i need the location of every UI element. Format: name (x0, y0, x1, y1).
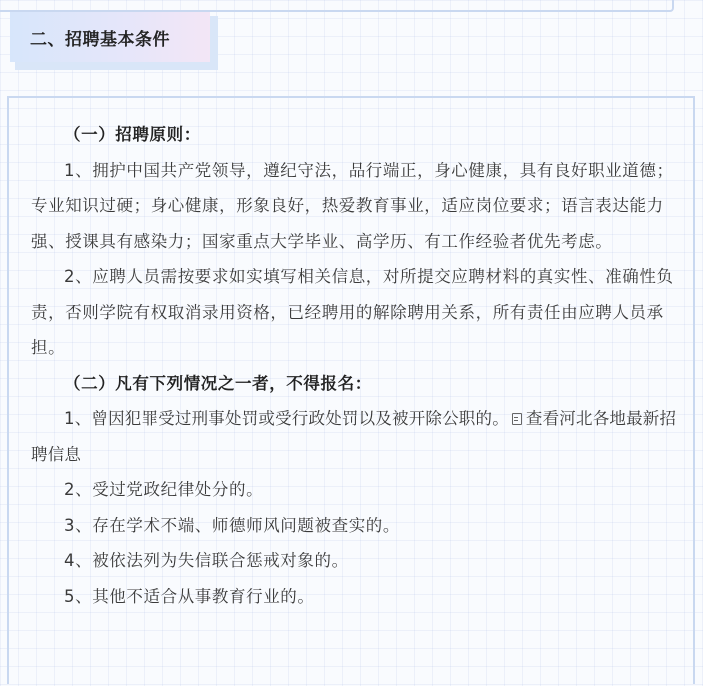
exclusions-item-2: 2、受过党政纪律处分的。 (64, 480, 264, 499)
principles-item-2: 2、应聘人员需按要求如实填写相关信息，对所提交应聘材料的真实性、准确性负责，否则学院有权取消录用资格，已经聘用的解除聘用关系，所有责任由应聘人员承担。 (31, 267, 674, 357)
document-icon[interactable] (512, 413, 522, 425)
section-title: 二、招聘基本条件 (30, 29, 170, 50)
recruitment-info-link[interactable]: 查看河北各地最新招聘信息 (31, 409, 677, 464)
exclusions-heading: （二）凡有下列情况之一者，不得报名： (64, 373, 372, 393)
exclusions-item-4: 4、被依法列为失信联合惩戒对象的。 (64, 551, 349, 570)
exclusions-item-3: 3、存在学术不端、师德师风问题被查实的。 (64, 515, 400, 535)
article-body (31, 117, 679, 614)
section-header (10, 12, 210, 62)
principles-heading: （一）招聘原则： (64, 125, 201, 144)
exclusions-item-1 (31, 401, 679, 472)
exclusions-item-1-text: 1、曾因犯罪受过刑事处罚或受行政处罚以及被开除公职的。 (64, 409, 509, 428)
exclusions-item-5: 5、其他不适合从事教育行业的。 (64, 586, 315, 606)
top-frame-border (0, 0, 674, 12)
principles-item-1: 1、拥护中国共产党领导，遵纪守法，品行端正，身心健康，具有良好职业道德；专业知识过硬；身心健康，形象良好，热爱教育事业，适应岗位要求；语言表达能力强、授课具有感染力；国家重点大学毕业、高学历、有工作经验者优先考虑。 (31, 160, 674, 251)
